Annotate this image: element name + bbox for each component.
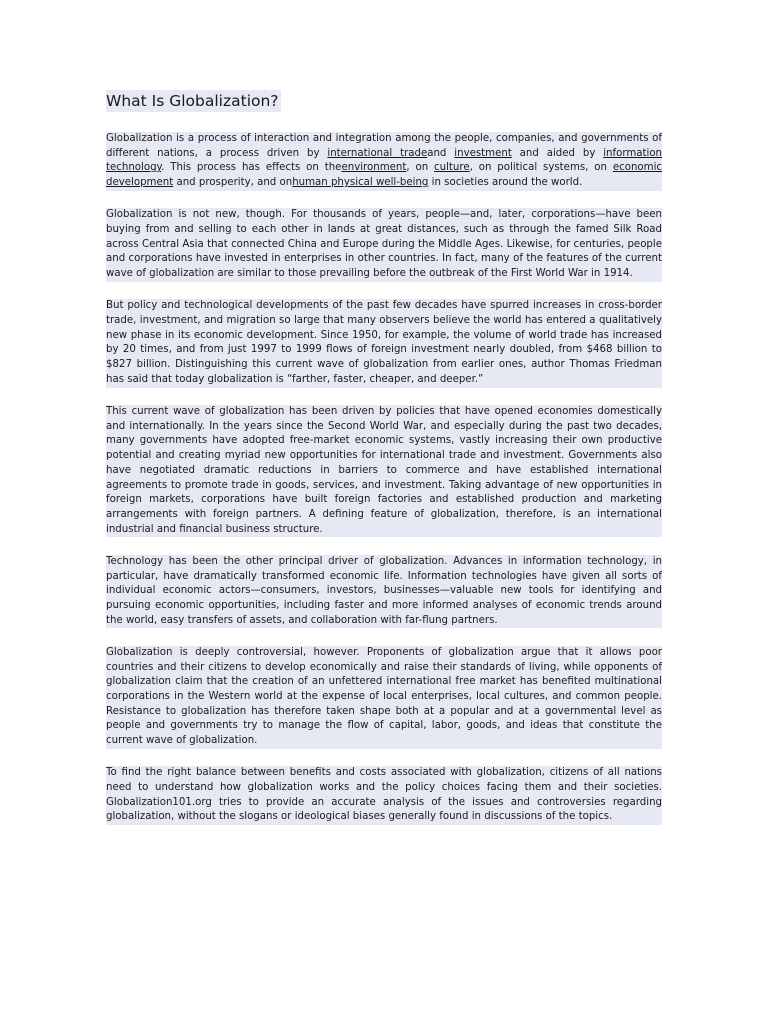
p1-text: . This process has effects on the bbox=[161, 162, 342, 174]
link-information-technology[interactable]: information technology bbox=[106, 147, 663, 174]
link-culture[interactable]: culture bbox=[434, 162, 470, 174]
document-body bbox=[106, 90, 662, 825]
p1-text: , on bbox=[406, 162, 435, 174]
link-economic-development[interactable]: economic development bbox=[106, 162, 663, 189]
paragraph-5: Technology has been the other principal driver of globalization. Advances in information technology, in particular, have dramatically transformed economic life. Information technologies have given all sorts of individual economic actors—consumers, investors, businesses—valuable new tools for identifying and pursuing economic opportunities, including faster and more informed analyses of economic trends around the world, easy transfers of assets, and collaboration with far-flung partners. bbox=[106, 555, 662, 629]
paragraph-6: Globalization is deeply controversial, however. Proponents of globalization argue that it allows poor countries and their citizens to develop economically and raise their standards of living, while opponents of globalization claim that the creation of an unfettered international free market has benefited multinational corporations in the Western world at the expense of local enterprises, local cultures, and common people. Resistance to globalization has therefore taken shape both at a popular and at a governmental level as people and governments try to manage the flow of capital, labor, goods, and ideas that constitute the current wave of globalization. bbox=[106, 646, 662, 749]
paragraph-7: To find the right balance between benefits and costs associated with globalization, citizens of all nations need to understand how globalization works and the policy choices facing them and their societies. Globalization101.org tries to provide an accurate analysis of the issues and controversies regarding globalization, without the slogans or ideological biases generally found in discussions of the topics. bbox=[106, 766, 662, 825]
link-human-physical-well-being[interactable]: human physical well-being bbox=[292, 177, 429, 189]
p1-text: Globalization is a process of interaction and integration among the people, companies, and governments of different nations, a process driven by bbox=[106, 133, 662, 159]
paragraph-3: But policy and technological developments of the past few decades have spurred increases in cross-border trade, investment, and migration so large that many observers believe the world has entered a qualitatively new phase in its economic development. Since 1950, for example, the volume of world trade has increased by 20 times, and from just 1997 to 1999 flows of foreign investment nearly doubled, from $468 billion to $827 billion. Distinguishing this current wave of globalization from earlier ones, author Thomas Friedman has said that today globalization is “farther, faster, cheaper, and deeper.” bbox=[106, 299, 662, 387]
paragraph-4: This current wave of globalization has been driven by policies that have opened economies domestically and internationally. In the years since the Second World War, and especially during the past two decades, many governments have adopted free-market economic systems, vastly increasing their own productive potential and creating myriad new opportunities for international trade and investment. Governments also have negotiated dramatic reductions in barriers to commerce and have established international agreements to promote trade in goods, services, and investment. Taking advantage of new opportunities in foreign markets, corporations have built foreign factories and established production and marketing arrangements with foreign partners. A defining feature of globalization, therefore, is an international industrial and financial business structure. bbox=[106, 405, 662, 537]
p1-text: , on political systems, on bbox=[469, 162, 613, 174]
link-international-trade[interactable]: international trade bbox=[327, 147, 428, 159]
paragraph-2: Globalization is not new, though. For thousands of years, people—and, later, corporations—have been buying from and selling to each other in lands at great distances, such as through the famed Silk Road across Central Asia that connected China and Europe during the Middle Ages. Likewise, for centuries, people and corporations have invested in enterprises in other countries. In fact, many of the features of the current wave of globalization are similar to those prevailing before the outbreak of the First World War in 1914. bbox=[106, 208, 662, 282]
paragraph-1 bbox=[106, 132, 662, 191]
p1-text: and prosperity, and on bbox=[173, 177, 293, 189]
page-title: What Is Globalization? bbox=[106, 92, 279, 110]
p1-text: and bbox=[427, 147, 455, 159]
p1-text: in societies around the world. bbox=[428, 177, 583, 189]
link-investment[interactable]: investment bbox=[454, 147, 512, 159]
link-environment[interactable]: environment bbox=[341, 162, 407, 174]
p1-text: and aided by bbox=[511, 147, 604, 159]
